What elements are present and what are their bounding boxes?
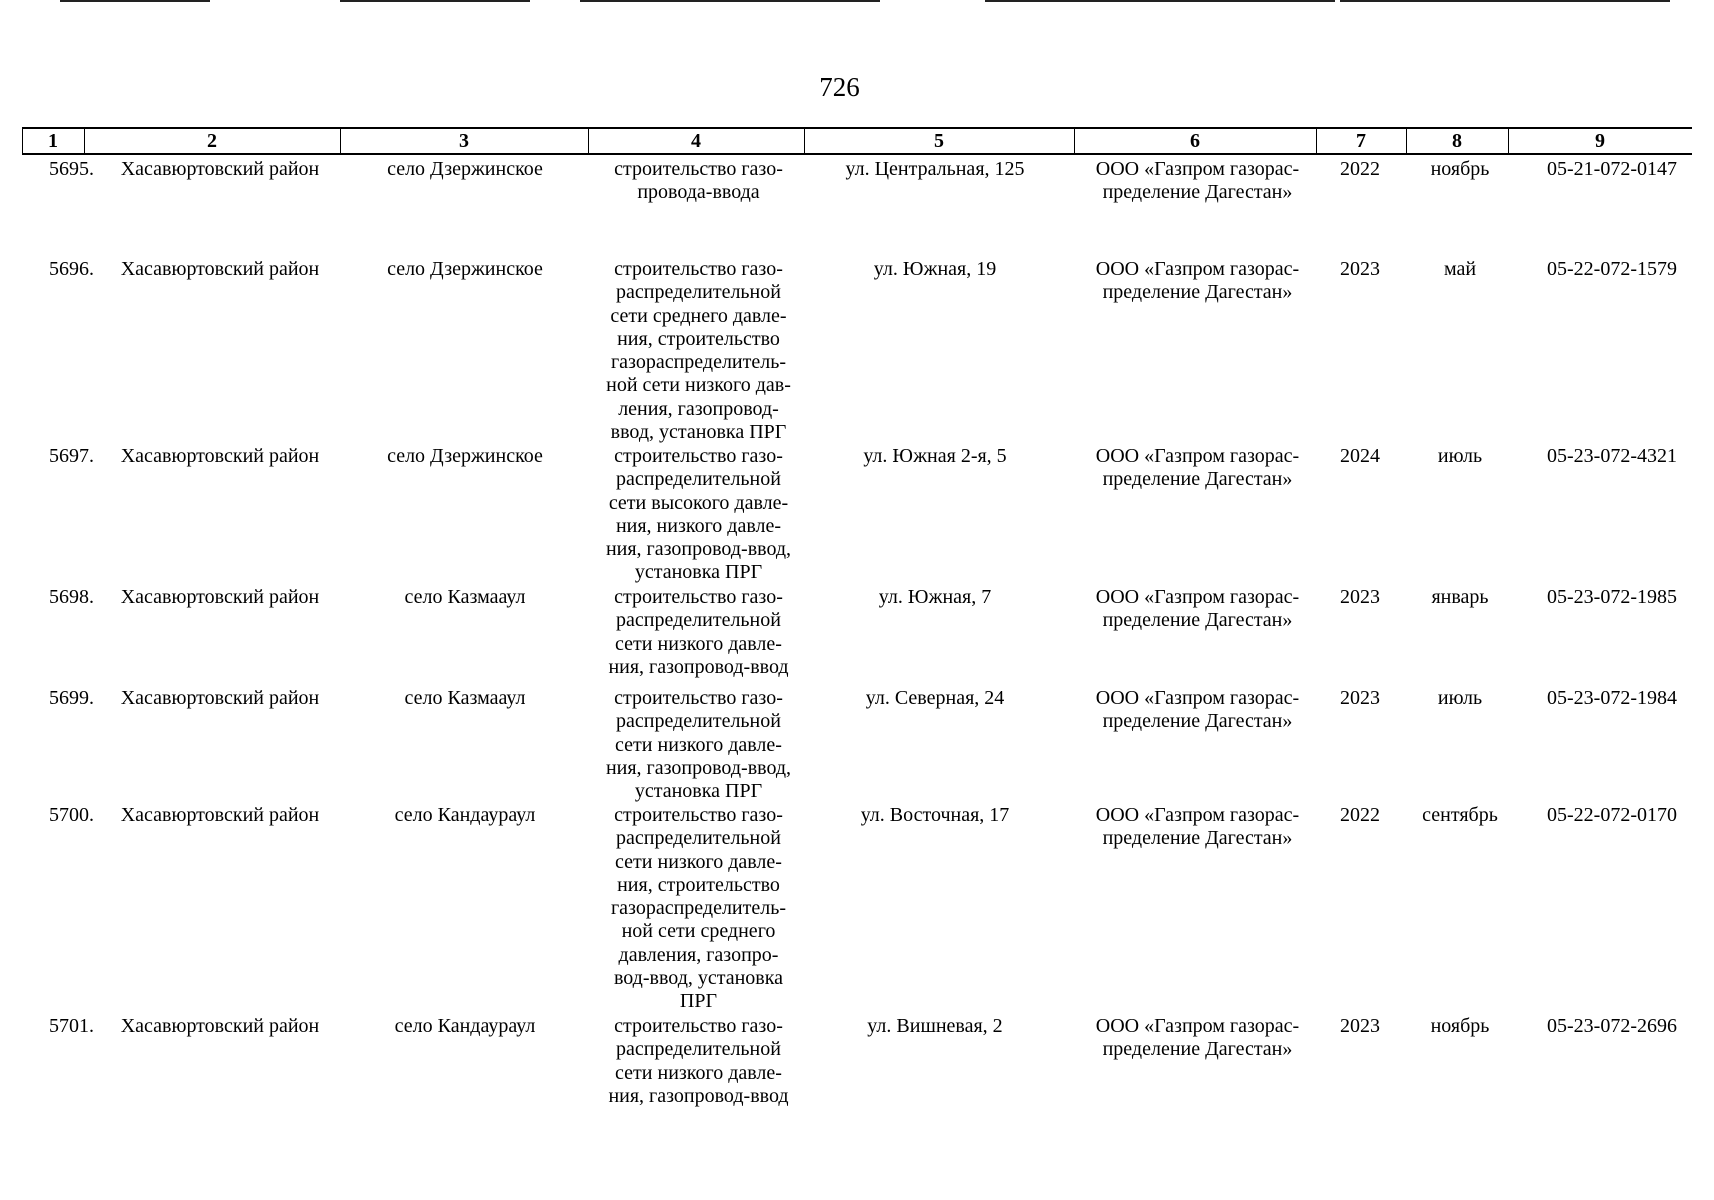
work-description: строительство газо- провода-ввода [614, 158, 783, 204]
registration-code: 05-23-072-2696 [1547, 1015, 1677, 1037]
registration-code: 05-23-072-4321 [1547, 445, 1677, 467]
address: ул. Южная, 7 [878, 586, 992, 608]
organization: ООО «Газпром газорас- пределение Дагестан» [1095, 687, 1300, 733]
work-description: строительство газо- распределительной сети низкого давле- ния, газопровод-ввод [608, 586, 789, 678]
row-number: 5699. [49, 687, 94, 709]
month: январь [1431, 586, 1489, 608]
address: ул. Южная, 19 [873, 258, 997, 280]
year: 2024 [1340, 445, 1380, 467]
column-header-8: 8 [1452, 130, 1462, 152]
scan-top-rule [985, 0, 1335, 2]
column-header-3: 3 [459, 130, 469, 152]
scan-top-rule [580, 0, 880, 2]
registration-code: 05-22-072-0170 [1547, 804, 1677, 826]
registration-code: 05-23-072-1984 [1547, 687, 1677, 709]
column-header-2: 2 [207, 130, 217, 152]
row-number: 5696. [49, 258, 94, 280]
settlement: село Казмааул [404, 687, 526, 709]
scan-top-rule [340, 0, 530, 2]
address: ул. Северная, 24 [865, 687, 1005, 709]
address: ул. Вишневая, 2 [867, 1015, 1003, 1037]
district: Хасавюртовский район [120, 258, 320, 280]
organization: ООО «Газпром газорас- пределение Дагестан» [1095, 445, 1300, 491]
year: 2022 [1340, 804, 1380, 826]
column-header-5: 5 [934, 130, 944, 152]
year: 2023 [1340, 586, 1380, 608]
row-number: 5700. [49, 804, 94, 826]
row-number: 5697. [49, 445, 94, 467]
organization: ООО «Газпром газорас- пределение Дагестан» [1095, 258, 1300, 304]
settlement: село Дзержинское [387, 445, 543, 467]
settlement: село Кандаураул [394, 804, 536, 826]
month: май [1443, 258, 1477, 280]
district: Хасавюртовский район [120, 1015, 320, 1037]
scan-top-rule [1340, 0, 1670, 2]
year: 2023 [1340, 1015, 1380, 1037]
district: Хасавюртовский район [120, 687, 320, 709]
column-header-4: 4 [691, 130, 701, 152]
column-header-7: 7 [1356, 130, 1366, 152]
month: сентябрь [1422, 804, 1498, 826]
district: Хасавюртовский район [120, 804, 320, 826]
month: ноябрь [1430, 1015, 1490, 1037]
month: ноябрь [1430, 158, 1490, 180]
address: ул. Восточная, 17 [860, 804, 1010, 826]
year: 2023 [1340, 258, 1380, 280]
row-number: 5695. [49, 158, 94, 180]
settlement: село Казмааул [404, 586, 526, 608]
district: Хасавюртовский район [120, 158, 320, 180]
organization: ООО «Газпром газорас- пределение Дагестан» [1095, 586, 1300, 632]
settlement: село Кандаураул [394, 1015, 536, 1037]
year: 2022 [1340, 158, 1380, 180]
organization: ООО «Газпром газорас- пределение Дагестан» [1095, 1015, 1300, 1061]
column-header-9: 9 [1595, 130, 1605, 152]
registration-code: 05-23-072-1985 [1547, 586, 1677, 608]
scan-top-rule [60, 0, 210, 2]
district: Хасавюртовский район [120, 586, 320, 608]
month: июль [1437, 687, 1483, 709]
organization: ООО «Газпром газорас- пределение Дагестан» [1095, 804, 1300, 850]
year: 2023 [1340, 687, 1380, 709]
address: ул. Центральная, 125 [845, 158, 1025, 180]
work-description: строительство газо- распределительной сети низкого давле- ния, строительство газораспределитель- ной сети среднего давления, газопро- вод-ввод, установка ПРГ [610, 804, 787, 1013]
column-header-1: 1 [48, 130, 58, 152]
organization: ООО «Газпром газорас- пределение Дагестан» [1095, 158, 1300, 204]
page-number: 726 [819, 72, 860, 102]
settlement: село Дзержинское [387, 258, 543, 280]
work-description: строительство газо- распределительной сети низкого давле- ния, газопровод-ввод [608, 1015, 789, 1107]
work-description: строительство газо- распределительной сети высокого давле- ния, низкого давле- ния, газопровод-ввод, установка ПРГ [605, 445, 792, 584]
column-header-6: 6 [1190, 130, 1200, 152]
month: июль [1437, 445, 1483, 467]
row-number: 5701. [49, 1015, 94, 1037]
registration-code: 05-21-072-0147 [1547, 158, 1677, 180]
address: ул. Южная 2-я, 5 [863, 445, 1007, 467]
registration-code: 05-22-072-1579 [1547, 258, 1677, 280]
work-description: строительство газо- распределительной сети низкого давле- ния, газопровод-ввод, установка ПРГ [605, 687, 792, 803]
row-number: 5698. [49, 586, 94, 608]
work-description: строительство газо- распределительной сети среднего давле- ния, строительство газораспределитель- ной сети низкого дав- ления, газопровод- ввод, установка ПРГ [606, 258, 791, 444]
settlement: село Дзержинское [387, 158, 543, 180]
district: Хасавюртовский район [120, 445, 320, 467]
